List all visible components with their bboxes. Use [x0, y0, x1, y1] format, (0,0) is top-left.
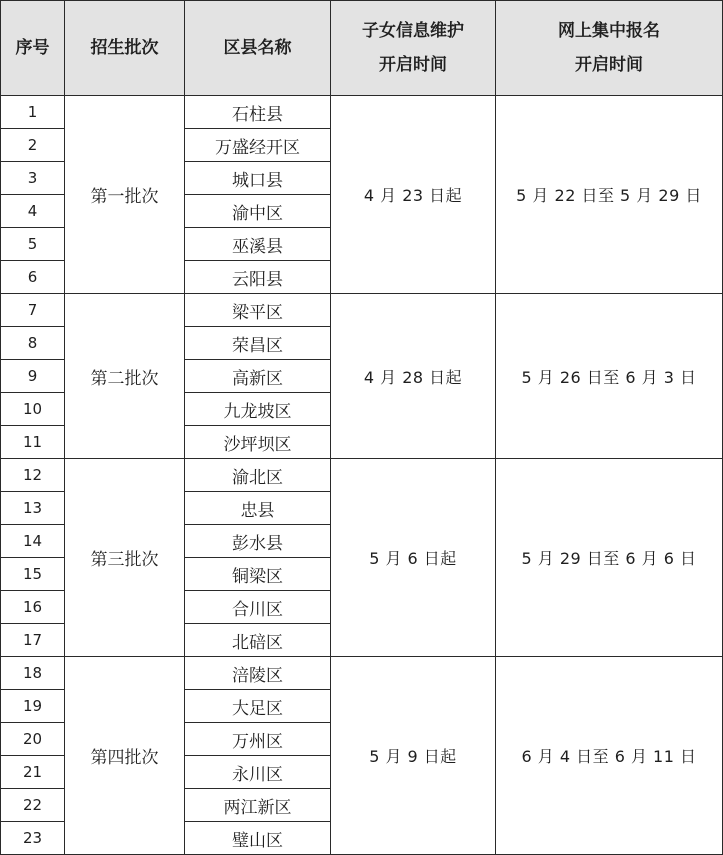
header-batch: 招生批次 [65, 1, 185, 96]
district-name: 璧山区 [185, 822, 331, 855]
row-seq: 4 [1, 195, 65, 228]
row-seq: 12 [1, 459, 65, 492]
registration-period: 5 月 26 日至 6 月 3 日 [496, 294, 723, 459]
row-seq: 7 [1, 294, 65, 327]
row-seq: 1 [1, 96, 65, 129]
info-maintenance-start: 5 月 6 日起 [331, 459, 496, 657]
info-maintenance-start: 5 月 9 日起 [331, 657, 496, 855]
row-seq: 19 [1, 690, 65, 723]
district-name: 石柱县 [185, 96, 331, 129]
info-maintenance-start: 4 月 28 日起 [331, 294, 496, 459]
row-seq: 6 [1, 261, 65, 294]
district-name: 九龙坡区 [185, 393, 331, 426]
row-seq: 13 [1, 492, 65, 525]
district-name: 城口县 [185, 162, 331, 195]
row-seq: 10 [1, 393, 65, 426]
district-name: 渝中区 [185, 195, 331, 228]
registration-period: 5 月 29 日至 6 月 6 日 [496, 459, 723, 657]
row-seq: 20 [1, 723, 65, 756]
row-seq: 5 [1, 228, 65, 261]
info-maintenance-start: 4 月 23 日起 [331, 96, 496, 294]
batch-name: 第二批次 [65, 294, 185, 459]
district-name: 合川区 [185, 591, 331, 624]
district-name: 沙坪坝区 [185, 426, 331, 459]
row-seq: 21 [1, 756, 65, 789]
registration-period: 6 月 4 日至 6 月 11 日 [496, 657, 723, 855]
row-seq: 11 [1, 426, 65, 459]
district-name: 梁平区 [185, 294, 331, 327]
district-name: 涪陵区 [185, 657, 331, 690]
district-name: 荣昌区 [185, 327, 331, 360]
batch-name: 第一批次 [65, 96, 185, 294]
header-online-registration-time: 网上集中报名 开启时间 [496, 1, 723, 96]
row-seq: 16 [1, 591, 65, 624]
district-name: 两江新区 [185, 789, 331, 822]
header-district: 区县名称 [185, 1, 331, 96]
batch-name: 第三批次 [65, 459, 185, 657]
district-name: 云阳县 [185, 261, 331, 294]
district-name: 铜梁区 [185, 558, 331, 591]
district-name: 万州区 [185, 723, 331, 756]
row-seq: 14 [1, 525, 65, 558]
row-seq: 2 [1, 129, 65, 162]
row-seq: 17 [1, 624, 65, 657]
header-seq: 序号 [1, 1, 65, 96]
row-seq: 8 [1, 327, 65, 360]
district-name: 巫溪县 [185, 228, 331, 261]
district-name: 大足区 [185, 690, 331, 723]
header-info-maintenance-time: 子女信息维护 开启时间 [331, 1, 496, 96]
table-row [1, 96, 723, 129]
table-row [1, 657, 723, 690]
district-name: 忠县 [185, 492, 331, 525]
table-row [1, 459, 723, 492]
row-seq: 22 [1, 789, 65, 822]
district-name: 渝北区 [185, 459, 331, 492]
row-seq: 15 [1, 558, 65, 591]
registration-period: 5 月 22 日至 5 月 29 日 [496, 96, 723, 294]
row-seq: 9 [1, 360, 65, 393]
table-row [1, 294, 723, 327]
row-seq: 3 [1, 162, 65, 195]
district-name: 万盛经开区 [185, 129, 331, 162]
district-name: 高新区 [185, 360, 331, 393]
district-name: 彭水县 [185, 525, 331, 558]
row-seq: 18 [1, 657, 65, 690]
batch-name: 第四批次 [65, 657, 185, 855]
table-header-row [1, 1, 723, 96]
district-name: 永川区 [185, 756, 331, 789]
district-name: 北碚区 [185, 624, 331, 657]
row-seq: 23 [1, 822, 65, 855]
